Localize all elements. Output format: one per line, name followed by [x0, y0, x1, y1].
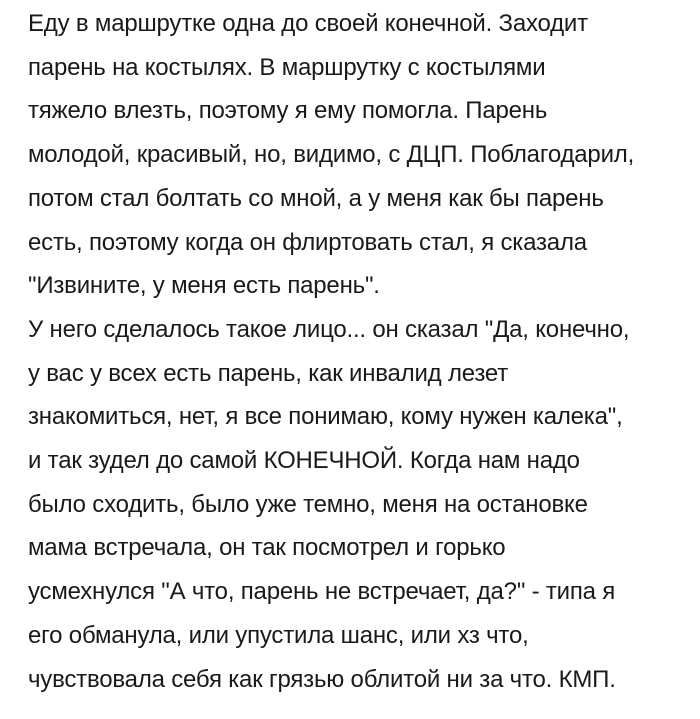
text-line: молодой, красивый, но, видимо, с ДЦП. Поблагодарил, [28, 141, 635, 169]
text-line: у вас у всех есть парень, как инвалид лезет [28, 359, 509, 387]
paragraph-1 [28, 2, 690, 308]
text-line: есть, поэтому когда он флиртовать стал, я сказала [28, 228, 587, 256]
text-line: Еду в маршрутке одна до своей конечной. Заходит [28, 10, 588, 37]
text-line: было сходить, было уже темно, меня на остановке [28, 490, 588, 518]
text-line: "Извините, у меня есть парень". [28, 272, 380, 300]
text-line: потом стал болтать со мной, а у меня как бы парень [28, 184, 604, 212]
text-line: мама встречала, он так посмотрел и горько [28, 534, 506, 562]
paragraph-2 [28, 308, 690, 701]
text-line: и так зудел до самой КОНЕЧНОЙ. Когда нам надо [28, 447, 580, 475]
text-line: усмехнулся "А что, парень не встречает, да?" - типа я [28, 578, 616, 606]
text-line: тяжело влезть, поэтому я ему помогла. Парень [28, 97, 548, 125]
text-line: знакомиться, нет, я все понимаю, кому нужен калека", [28, 403, 623, 431]
text-line: У него сделалось такое лицо... он сказал "Да, конечно, [28, 315, 630, 343]
text-line: его обманула, или упустила шанс, или хз что, [28, 621, 529, 649]
text-line: парень на костылях. В маршрутку с костылями [28, 53, 546, 81]
text-line: чувствовала себя как грязью облитой ни за что. КМП. [28, 665, 616, 693]
